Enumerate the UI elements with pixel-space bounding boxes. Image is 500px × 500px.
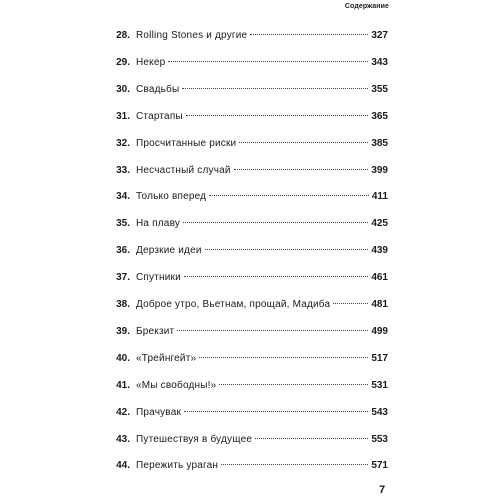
chapter-title: Стартапы xyxy=(136,110,183,122)
toc-entry xyxy=(108,29,388,43)
dot-leader xyxy=(209,195,369,196)
chapter-number: 39. xyxy=(116,325,130,337)
chapter-title: Просчитанные риски xyxy=(136,137,237,149)
chapter-page: 365 xyxy=(371,110,388,122)
chapter-title: Путешествуя в будущее xyxy=(136,433,253,445)
dot-leader xyxy=(183,222,368,223)
dot-leader xyxy=(182,88,368,89)
chapter-page: 327 xyxy=(371,30,388,41)
chapter-number: 31. xyxy=(116,110,130,122)
chapter-page: 425 xyxy=(371,218,388,230)
chapter-page: 517 xyxy=(371,352,388,364)
dot-leader xyxy=(199,357,368,358)
chapter-title: Спутники xyxy=(136,272,181,284)
chapter-title: Дерзкие идеи xyxy=(136,245,202,257)
toc-entry xyxy=(108,244,388,258)
chapter-page: 355 xyxy=(371,83,388,95)
chapter-page: 343 xyxy=(371,56,388,68)
chapter-page: 531 xyxy=(371,379,388,391)
chapter-page: 499 xyxy=(371,325,388,337)
chapter-page: 439 xyxy=(371,245,388,257)
chapter-title: Несчастный случай xyxy=(136,164,231,176)
chapter-page: 385 xyxy=(371,137,388,149)
chapter-page: 481 xyxy=(371,299,388,310)
toc-entry xyxy=(108,190,388,204)
chapter-page: 571 xyxy=(371,460,388,472)
chapter-page: 399 xyxy=(371,164,388,176)
dot-leader xyxy=(221,464,368,465)
toc-entry xyxy=(108,83,388,97)
toc-entry xyxy=(108,217,388,231)
chapter-number: 30. xyxy=(116,83,130,95)
dot-leader xyxy=(250,34,368,35)
toc-entry xyxy=(108,271,388,285)
chapter-number: 28. xyxy=(116,30,130,41)
chapter-page: 461 xyxy=(371,272,388,284)
dot-leader xyxy=(219,384,368,385)
dot-leader xyxy=(239,142,368,143)
chapter-title: «Мы свободны!» xyxy=(136,379,217,391)
chapter-number: 37. xyxy=(116,272,130,284)
toc-entry xyxy=(108,352,388,366)
chapter-number: 34. xyxy=(116,191,130,203)
toc-entry xyxy=(108,433,388,447)
chapter-title: Брекзит xyxy=(136,325,175,337)
toc-entry xyxy=(108,298,388,312)
dot-leader xyxy=(177,330,368,331)
toc-entry xyxy=(108,325,388,339)
toc-entry xyxy=(108,137,388,151)
chapter-title: Некер xyxy=(136,56,166,68)
toc-entry xyxy=(108,56,388,70)
chapter-number: 35. xyxy=(116,218,130,230)
page-number: 7 xyxy=(379,484,386,496)
dot-leader xyxy=(333,303,368,304)
chapter-title: Свадьбы xyxy=(136,83,180,95)
chapter-number: 40. xyxy=(116,352,130,364)
chapter-page: 411 xyxy=(371,191,388,203)
chapter-title: На плаву xyxy=(136,218,181,230)
dot-leader xyxy=(184,411,368,412)
chapter-title: «Трейнгейт» xyxy=(136,352,197,364)
dot-leader xyxy=(205,249,369,250)
chapter-number: 36. xyxy=(116,245,130,257)
chapter-title: Пережить ураган xyxy=(136,460,219,472)
running-header: Содержание xyxy=(344,3,389,10)
chapter-title: Доброе утро, Вьетнам, прощай, Мадиба xyxy=(136,299,331,310)
dot-leader xyxy=(234,169,369,170)
toc-entry xyxy=(108,406,388,420)
chapter-number: 42. xyxy=(116,406,130,418)
chapter-number: 29. xyxy=(116,56,130,68)
chapter-number: 32. xyxy=(116,137,130,149)
dot-leader xyxy=(184,276,368,277)
toc-entry xyxy=(108,164,388,178)
chapter-number: 33. xyxy=(116,164,130,176)
toc-entry xyxy=(108,379,388,393)
dot-leader xyxy=(168,61,368,62)
chapter-title: Прачувак xyxy=(136,406,182,418)
dot-leader xyxy=(186,115,368,116)
dot-leader xyxy=(255,438,368,439)
chapter-page: 553 xyxy=(371,433,388,445)
chapter-number: 44. xyxy=(116,460,130,472)
chapter-number: 38. xyxy=(116,299,130,310)
toc-entry xyxy=(108,459,388,473)
toc-entry xyxy=(108,110,388,124)
chapter-number: 43. xyxy=(116,433,130,445)
chapter-number: 41. xyxy=(116,379,130,391)
chapter-title: Только вперед xyxy=(136,191,207,203)
chapter-page: 543 xyxy=(371,406,388,418)
chapter-title: Rolling Stones и другие xyxy=(136,30,248,41)
